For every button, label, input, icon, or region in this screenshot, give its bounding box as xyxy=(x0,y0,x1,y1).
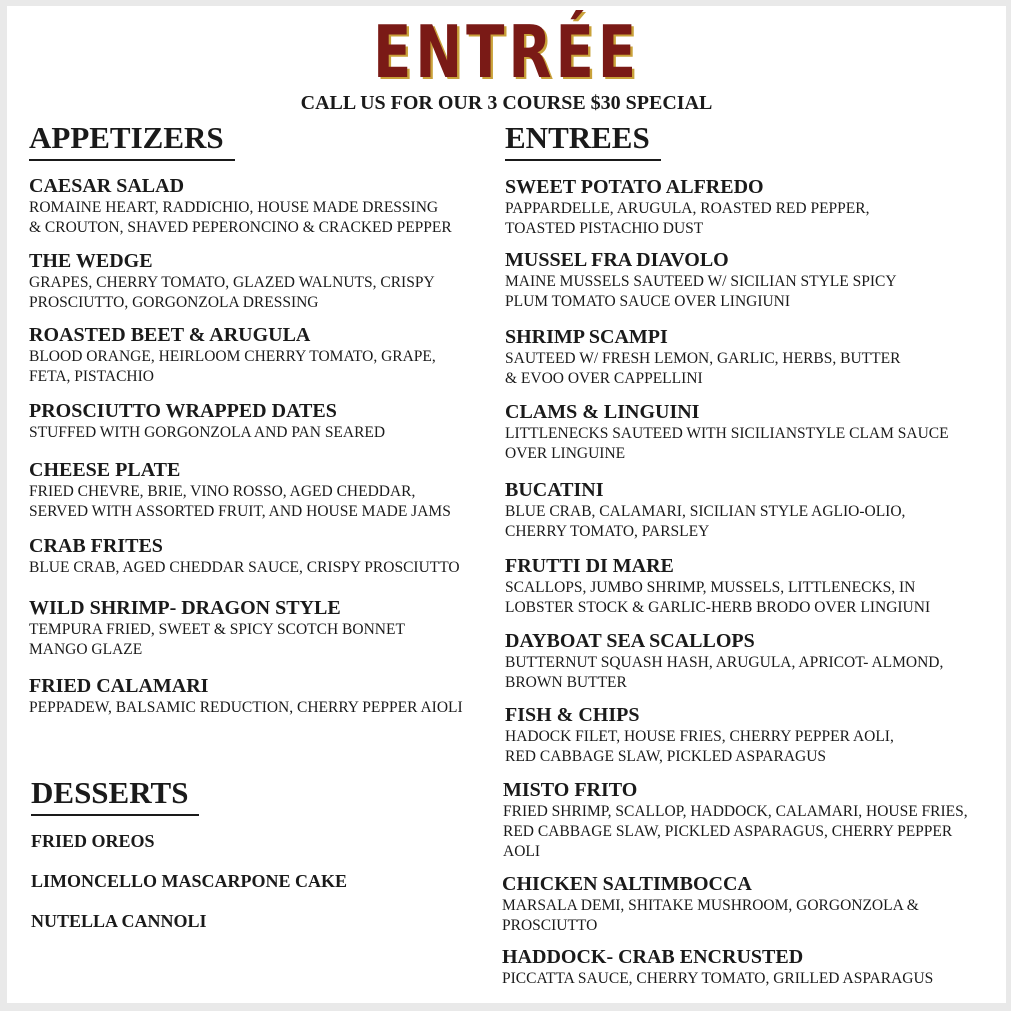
menu-item xyxy=(29,459,451,522)
item-desc xyxy=(505,727,894,767)
menu-item xyxy=(29,250,435,313)
item-name: CHEESE PLATE xyxy=(29,459,181,481)
item-name: FISH & CHIPS xyxy=(505,704,640,726)
desc-line: PICCATTA SAUCE, CHERRY TOMATO, GRILLED ASPARAGUS xyxy=(502,970,934,987)
desc-line: HADOCK FILET, HOUSE FRIES, CHERRY PEPPER AOLI, xyxy=(505,728,894,745)
item-desc xyxy=(505,272,897,312)
item-desc xyxy=(505,578,930,618)
desc-line: MAINE MUSSELS SAUTEED W/ SICILIAN STYLE SPICY xyxy=(505,273,897,290)
item-name: WILD SHRIMP- DRAGON STYLE xyxy=(29,597,341,619)
menu-item xyxy=(29,400,385,443)
item-desc xyxy=(505,349,900,389)
desc-line: STUFFED WITH GORGONZOLA AND PAN SEARED xyxy=(29,424,386,441)
desc-line: GRAPES, CHERRY TOMATO, GLAZED WALNUTS, CRISPY xyxy=(29,274,435,291)
desc-line: TEMPURA FRIED, SWEET & SPICY SCOTCH BONNET xyxy=(29,621,405,638)
desc-line: LITTLENECKS SAUTEED WITH SICILIANSTYLE CLAM SAUCE xyxy=(505,425,949,442)
item-name: FRUTTI DI MARE xyxy=(505,555,674,577)
dessert-item: LIMONCELLO MASCARPONE CAKE xyxy=(31,871,348,891)
item-name: MISTO FRITO xyxy=(503,779,638,801)
item-name: ROASTED BEET & ARUGULA xyxy=(29,324,311,346)
menu-item xyxy=(29,597,405,660)
item-name: HADDOCK- CRAB ENCRUSTED xyxy=(502,946,804,968)
menu-item xyxy=(503,779,968,862)
item-desc xyxy=(503,802,968,862)
item-desc xyxy=(502,969,933,989)
desc-line: SERVED WITH ASSORTED FRUIT, AND HOUSE MADE JAMS xyxy=(29,503,451,520)
menu-item xyxy=(502,946,933,989)
desc-line: RED CABBAGE SLAW, PICKLED ASPARAGUS, CHERRY PEPPER xyxy=(503,823,953,840)
desc-line: PROSCIUTTO, GORGONZOLA DRESSING xyxy=(29,294,319,311)
desc-line: BUTTERNUT SQUASH HASH, ARUGULA, APRICOT- ALMOND, xyxy=(505,654,944,671)
desc-line: SCALLOPS, JUMBO SHRIMP, MUSSELS, LITTLENECKS, IN xyxy=(505,579,916,596)
item-desc xyxy=(505,199,869,239)
desc-line: SAUTEED W/ FRESH LEMON, GARLIC, HERBS, BUTTER xyxy=(505,350,901,367)
desc-line: BROWN BUTTER xyxy=(505,674,627,691)
desc-line: FRIED SHRIMP, SCALLOP, HADDOCK, CALAMARI, HOUSE FRIES, xyxy=(503,803,968,820)
menu-item xyxy=(505,479,905,542)
desc-line: & EVOO OVER CAPPELLINI xyxy=(505,370,703,387)
item-desc xyxy=(505,502,905,542)
section-title-desserts: DESSERTS xyxy=(31,777,199,816)
desc-line: ROMAINE HEART, RADDICHIO, HOUSE MADE DRESSING xyxy=(29,199,439,216)
item-name: CAESAR SALAD xyxy=(29,175,185,197)
item-name: CRAB FRITES xyxy=(29,535,163,557)
item-name: BUCATINI xyxy=(505,479,604,501)
desc-line: FRIED CHEVRE, BRIE, VINO ROSSO, AGED CHEDDAR, xyxy=(29,483,416,500)
item-name: DAYBOAT SEA SCALLOPS xyxy=(505,630,755,652)
menu-item xyxy=(502,873,919,936)
desc-line: FETA, PISTACHIO xyxy=(29,368,154,385)
item-desc xyxy=(29,620,405,660)
item-name: MUSSEL FRA DIAVOLO xyxy=(505,249,729,271)
item-name: SHRIMP SCAMPI xyxy=(505,326,668,348)
item-name: CLAMS & LINGUINI xyxy=(505,401,700,423)
item-desc xyxy=(29,423,385,443)
item-name: FRIED CALAMARI xyxy=(29,675,209,697)
desc-line: TOASTED PISTACHIO DUST xyxy=(505,220,704,237)
menu-item xyxy=(29,675,463,718)
menu-item xyxy=(505,326,900,389)
item-desc xyxy=(29,198,452,238)
menu-item xyxy=(505,555,930,618)
desc-line: PEPPADEW, BALSAMIC REDUCTION, CHERRY PEPPER AIOLI xyxy=(29,699,463,716)
item-name: CHICKEN SALTIMBOCCA xyxy=(502,873,752,895)
section-title-entrees: ENTREES xyxy=(505,122,661,161)
desc-line: LOBSTER STOCK & GARLIC-HERB BRODO OVER LINGIUNI xyxy=(505,599,931,616)
desc-line: AOLI xyxy=(503,843,541,860)
item-desc xyxy=(29,698,463,718)
desc-line: PAPPARDELLE, ARUGULA, ROASTED RED PEPPER, xyxy=(505,200,870,217)
dessert-item: FRIED OREOS xyxy=(31,831,155,851)
menu-item xyxy=(29,175,452,238)
menu-item xyxy=(505,176,869,239)
desc-line: OVER LINGUINE xyxy=(505,445,626,462)
item-desc xyxy=(29,347,436,387)
menu-item xyxy=(29,324,436,387)
menu-item xyxy=(505,704,894,767)
item-desc xyxy=(505,653,943,693)
item-name: SWEET POTATO ALFREDO xyxy=(505,176,764,198)
desc-line: MANGO GLAZE xyxy=(29,641,143,658)
desc-line: BLUE CRAB, AGED CHEDDAR SAUCE, CRISPY PROSCIUTTO xyxy=(29,559,460,576)
item-name: THE WEDGE xyxy=(29,250,153,272)
desc-line: RED CABBAGE SLAW, PICKLED ASPARAGUS xyxy=(505,748,827,765)
menu-item xyxy=(505,630,943,693)
menu-item xyxy=(505,249,897,312)
desc-line: BLOOD ORANGE, HEIRLOOM CHERRY TOMATO, GRAPE, xyxy=(29,348,436,365)
item-desc xyxy=(29,482,451,522)
item-name: PROSCIUTTO WRAPPED DATES xyxy=(29,400,337,422)
desc-line: PLUM TOMATO SAUCE OVER LINGIUNI xyxy=(505,293,791,310)
item-desc xyxy=(29,273,435,313)
menu-item xyxy=(29,535,460,578)
restaurant-logo: ENTRÉE xyxy=(372,10,641,94)
desc-line: PROSCIUTTO xyxy=(502,917,598,934)
dessert-item: NUTELLA CANNOLI xyxy=(31,911,207,931)
desc-line: CHERRY TOMATO, PARSLEY xyxy=(505,523,710,540)
menu-item xyxy=(505,401,949,464)
item-desc xyxy=(29,558,460,578)
menu-page xyxy=(7,6,1006,1003)
desc-line: & CROUTON, SHAVED PEPERONCINO & CRACKED PEPPER xyxy=(29,219,452,236)
desc-line: BLUE CRAB, CALAMARI, SICILIAN STYLE AGLIO-OLIO, xyxy=(505,503,906,520)
section-title-appetizers: APPETIZERS xyxy=(29,122,235,161)
item-desc xyxy=(502,896,919,936)
item-desc xyxy=(505,424,949,464)
promo-banner: CALL US FOR OUR 3 COURSE $30 SPECIAL xyxy=(300,92,713,114)
desc-line: MARSALA DEMI, SHITAKE MUSHROOM, GORGONZOLA & xyxy=(502,897,919,914)
